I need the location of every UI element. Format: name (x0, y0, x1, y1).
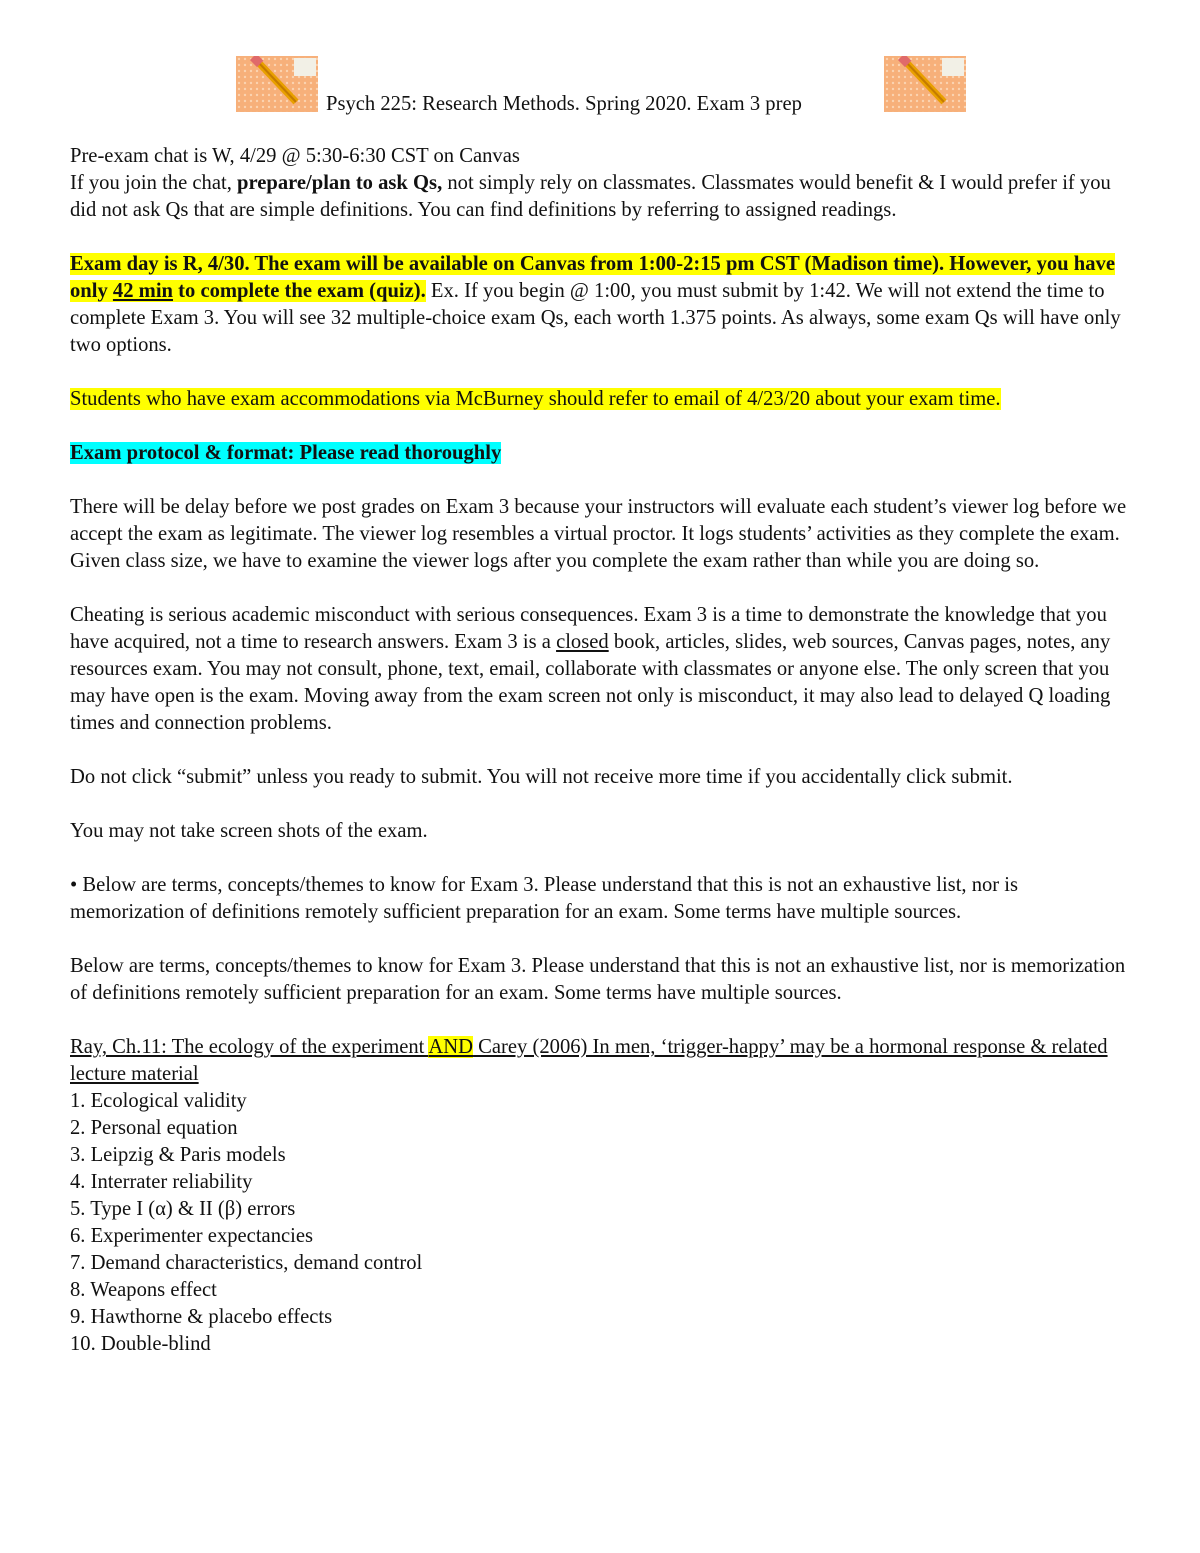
list-item: 5. Type I (α) & II (β) errors (70, 1198, 296, 1220)
screenshots-paragraph: You may not take screen shots of the exam. (70, 820, 428, 842)
chat-line: Pre-exam chat is W, 4/29 @ 5:30-6:30 CST on Canvas (70, 145, 520, 167)
list-item: 1. Ecological validity (70, 1090, 247, 1112)
protocol-heading: Exam protocol & format: Please read thoroughly (70, 442, 502, 464)
pencil-icon (884, 56, 966, 112)
list-item: 7. Demand characteristics, demand control (70, 1252, 423, 1274)
bullet-icon: • (70, 874, 78, 896)
list-item: 10. Double-blind (70, 1333, 211, 1355)
document-header (70, 54, 1130, 116)
list-item: 3. Leipzig & Paris models (70, 1144, 286, 1166)
terms-list (70, 1088, 1130, 1358)
list-item: 2. Personal equation (70, 1117, 238, 1139)
bullet-paragraph: • Below are terms, concepts/themes to know for Exam 3. Please understand that this is not an exhaustive list, nor is memorization of definitions remotely sufficient preparation for an exam. Some terms have multiple sources. (70, 874, 1019, 923)
list-item: 4. Interrater reliability (70, 1171, 253, 1193)
submit-paragraph: Do not click “submit” unless you ready to submit. You will not receive more time if you accidentally click submit. (70, 766, 1013, 788)
document-title: Psych 225: Research Methods. Spring 2020. Exam 3 prep (326, 93, 802, 115)
section-heading: Ray, Ch.11: The ecology of the experiment AND Carey (2006) In men, ‘trigger-happy’ may be a hormonal response & related lecture material (70, 1036, 1108, 1085)
list-item: 6. Experimenter expectancies (70, 1225, 314, 1247)
pencil-icon (236, 56, 318, 112)
chat-paragraph: If you join the chat, prepare/plan to ask Qs, not simply rely on classmates. Classmates would benefit & I would prefer if you did not ask Qs that are simple definitions. You can find definitions by referring to assigned readings. (70, 172, 1111, 221)
terms-paragraph: Below are terms, concepts/themes to know for Exam 3. Please understand that this is not an exhaustive list, nor is memorization of definitions remotely sufficient preparation for an exam. Some terms have multiple sources. (70, 955, 1126, 1004)
list-item: 9. Hawthorne & placebo effects (70, 1306, 333, 1328)
exam-day-paragraph: Exam day is R, 4/30. The exam will be available on Canvas from 1:00-2:15 pm CST (Madison time). However, you have only 42 min to complete the exam (quiz). Ex. If you begin @ 1:00, you must submit by 1:42. We will not extend the time to complete Exam 3. You will see 32 multiple-choice exam Qs, each worth 1.375 points. As always, some exam Qs will have only two options. (70, 253, 1121, 356)
delay-paragraph: There will be delay before we post grades on Exam 3 because your instructors will evaluate each student’s viewer log before we accept the exam as legitimate. The viewer log resembles a virtual proctor. It logs students’ activities as they complete the exam. Given class size, we have to examine the viewer logs after you complete the exam rather than while you are doing so. (70, 496, 1127, 572)
list-item: 8. Weapons effect (70, 1279, 217, 1301)
accommodations-paragraph: Students who have exam accommodations via McBurney should refer to email of 4/23/20 about your exam time. (70, 388, 1001, 410)
cheating-paragraph: Cheating is serious academic misconduct with serious consequences. Exam 3 is a time to demonstrate the knowledge that you have acquired, not a time to research answers. Exam 3 is a closed book, articles, slides, web sources, Canvas pages, notes, any resources exam. You may not consult, phone, text, email, collaborate with classmates or anyone else. The only screen that you may have open is the exam. Moving away from the exam screen not only is misconduct, it may also lead to delayed Q loading times and connection problems. (70, 604, 1111, 734)
